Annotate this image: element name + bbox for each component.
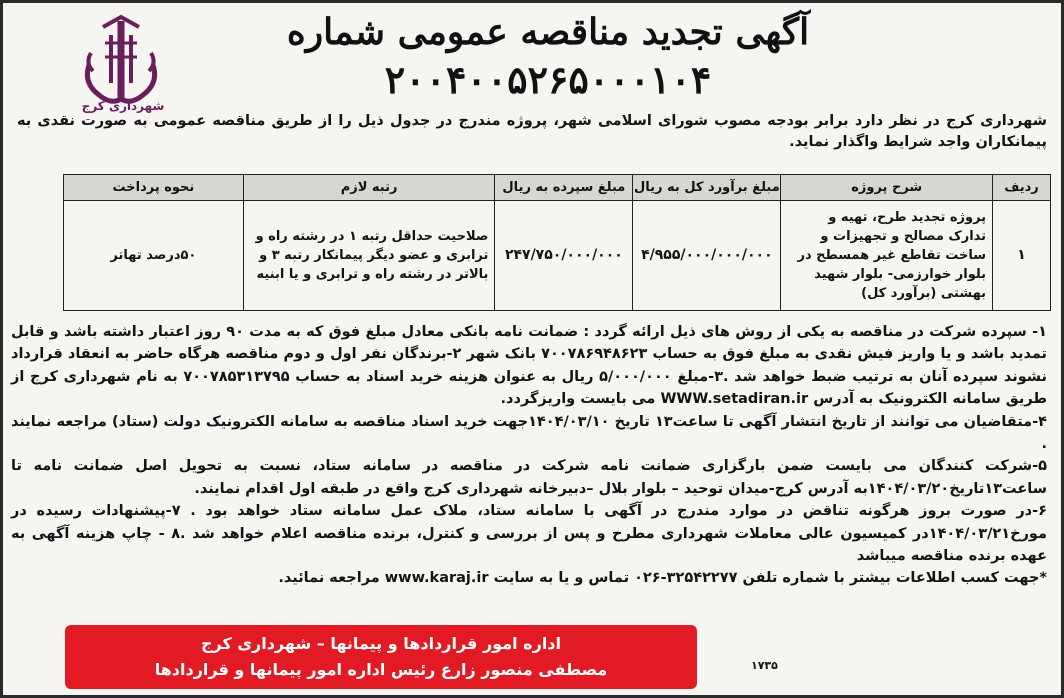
ad-title: آگهی تجدید مناقصه عمومی شماره	[286, 11, 810, 53]
clause-1-end: می بایست واریزگردد.	[500, 391, 656, 408]
col-deposit: مبلغ سپرده به ریال	[495, 175, 633, 201]
cell-payment: ۵۰درصد تهاتر	[64, 201, 244, 311]
conditions-text	[11, 321, 1047, 590]
clause-1-text: ۱- سپرده شرکت در مناقصه به یکی از روش های ذیل ارائه گردد : ضمانت نامه بانکی معادل مبلغ فوق که به مدت ۹۰ روز اعتبار داشته باشد و قابل تمدید باشد و یا واریز فیش نقدی به مبلغ فوق به حساب ۷۰۰۷۸۶۹۴۸۶۲۳ بانک شهر ۲-برندگان نفر اول و دوم مناقصه هرگاه حاضر به انعقاد قرارداد نشوند سپرده آنان به ترتیب ضبط خواهد شد .۳-مبلغ ۵/۰۰۰/۰۰۰ ریال به عنوان هزینه خرید اسناد به حساب ۷۰۰۷۸۵۳۱۳۷۹۵ به نام شهرداری کرج از طریق سامانه الکترونیک به آدرس	[11, 324, 1047, 408]
logo-caption: شهرداری کرج	[81, 99, 165, 113]
cell-deposit: ۲۴۷/۷۵۰/۰۰۰/۰۰۰	[495, 201, 633, 311]
karaj-municipality-logo-icon	[81, 13, 161, 113]
col-payment: نحوه پرداخت	[64, 175, 244, 201]
col-estimate: مبلغ برآورد کل به ریال	[633, 175, 781, 201]
clause-4: ۴-متقاضیان می توانند از تاریخ انتشار آگهی تا ساعت۱۳ تاریخ ۱۴۰۴/۰۳/۱۰جهت خرید اسناد مناقصه به سامانه الکترونیک دولت (ستاد) مراجعه نمایند .	[11, 413, 1047, 453]
table-row	[64, 201, 1051, 311]
col-grade: رتبه لازم	[243, 175, 495, 201]
clause-6: ۶-در صورت بروز هرگونه تناقض در موارد مندرج در آگهی با سامانه ستاد، ملاک عمل سامانه ستاد خواهد بود . ۷-پیشنهادات رسیده در مورخ۱۴۰۴/۰۳/۲۱در کمیسیون عالی معاملات شهرداری مطرح و پس از بررسی و کنترل، برنده مناقصه اعلام خواهد شد .۸ - چاپ هزینه آگهی به عهده برنده مناقصه میباشد	[11, 503, 1047, 565]
contact-suffix: مراجعه نمائید.	[278, 570, 380, 587]
setadiran-link[interactable]: WWW.setadiran.ir	[660, 391, 809, 408]
signature-box	[65, 625, 697, 689]
page-number: ۱۷۳۵	[751, 659, 778, 672]
cell-estimate: ۴/۹۵۵/۰۰۰/۰۰۰/۰۰۰	[633, 201, 781, 311]
contact-prefix: *جهت کسب اطلاعات بیشتر با شماره تلفن ۳۲۵۴۲۲۷۷-۰۲۶ تماس و یا به سایت	[493, 570, 1047, 587]
clause-1	[11, 321, 1047, 411]
footer-line-1: اداره امور قراردادها و پیمانها – شهرداری کرج	[201, 634, 561, 653]
cell-row-no: ۱	[993, 201, 1051, 311]
karaj-site-link[interactable]: www.karaj.ir	[384, 570, 489, 587]
tender-table	[63, 174, 1051, 311]
cell-description: پروژه تجدید طرح، تهیه و تدارک مصالح و تجهیزات و ساخت تقاطع غیر همسطح در بلوار خوارزمی- بلوار شهید بهشتی (برآورد کل)	[781, 201, 993, 311]
contact-line	[11, 567, 1047, 589]
col-description: شرح پروژه	[781, 175, 993, 201]
tender-number: ۲۰۰۴۰۰۵۲۶۵۰۰۰۱۰۴	[384, 57, 712, 102]
footer-line-2: مصطفی منصور زارع رئیس اداره امور پیمانها و قراردادها	[154, 660, 608, 679]
cell-grade: صلاحیت حداقل رتبه ۱ در رشته راه و ترابری و عضو دیگر پیمانکار رتبه ۳ و بالاتر در رشته راه و ترابری و یا ابنیه	[243, 201, 495, 311]
table-header-row	[64, 175, 1051, 201]
clause-5: ۵-شرکت کنندگان می بایست ضمن بارگزاری ضمانت نامه شرکت در مناقصه در سامانه ستاد، نسبت به تحویل اصل ضمانت نامه تا ساعت۱۳تاریخ۱۴۰۴/۰۳/۲۰به آدرس کرج-میدان توحید – بلوار بلال –دبیرخانه شهرداری کرج واقع در طبقه اول اقدام نمایند.	[11, 458, 1047, 497]
intro-paragraph: شهرداری کرج در نظر دارد برابر بودجه مصوب شورای اسلامی شهر، پروژه مندرج در جدول ذیل را از طریق مناقصه عمومی به صورت نقدی به پیمانکاران واجد شرایط واگذار نماید.	[17, 113, 1047, 150]
col-row-no: ردیف	[993, 175, 1051, 201]
